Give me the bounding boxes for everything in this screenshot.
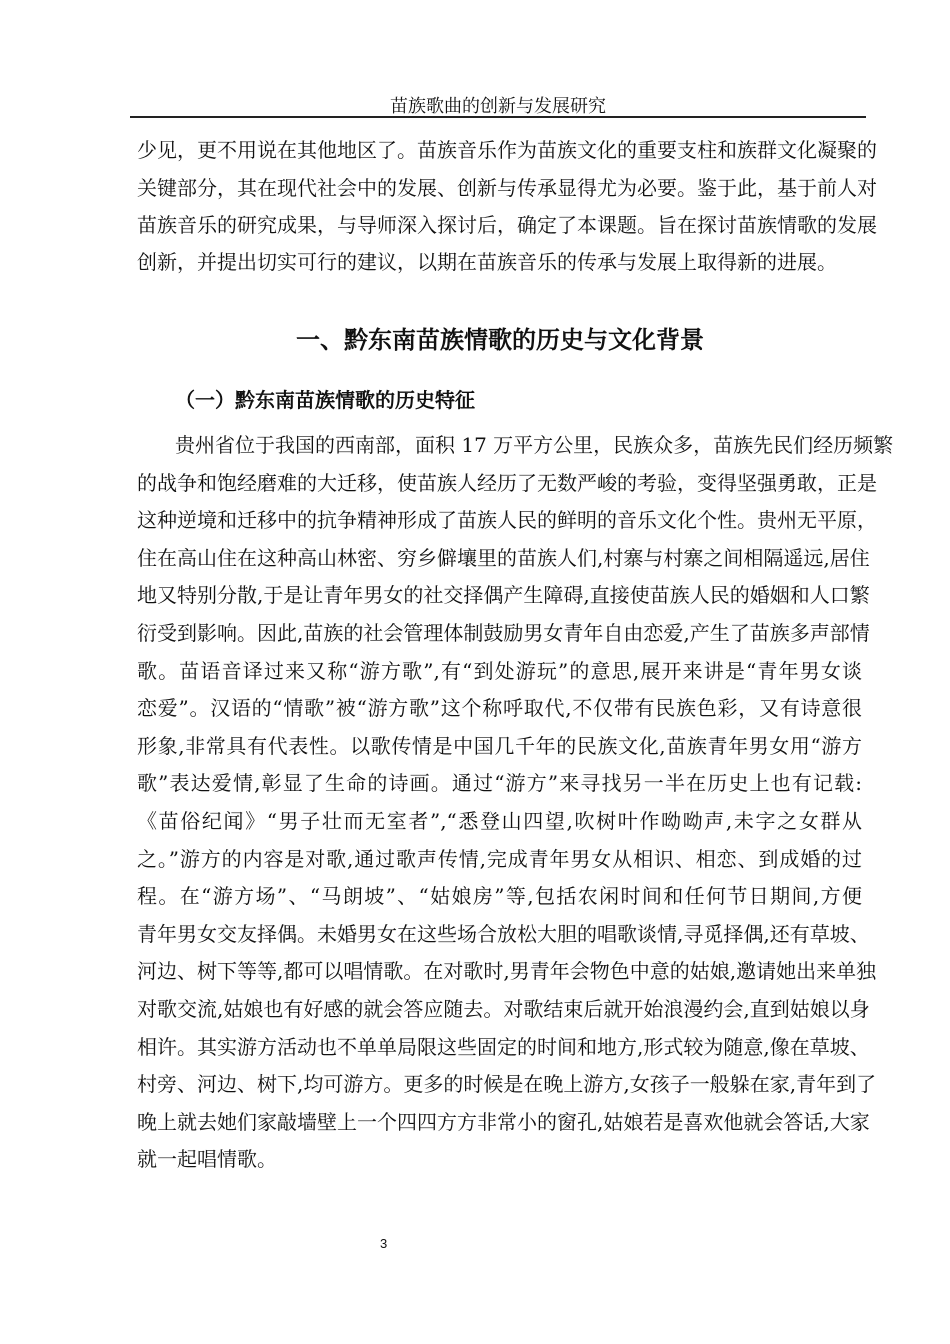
text-line: 晚上就去她们家敲墙壁上一个四四方方非常小的窗孔,姑娘若是喜欢他就会答话,大家 — [137, 1109, 870, 1134]
text-line: 这种逆境和迁移中的抗争精神形成了苗族人民的鲜明的音乐文化个性。贵州无平原， — [137, 508, 877, 533]
text-line: 形象,非常具有代表性。以歌传情是中国几千年的民族文化,苗族青年男女用“游方 — [137, 733, 862, 758]
text-line: 河边、树下等等,都可以唱情歌。在对歌时,男青年会物色中意的姑娘,邀请她出来单独 — [137, 959, 877, 984]
subsection-heading: （一）黔东南苗族情歌的历史特征 — [175, 388, 475, 412]
text-line: 少见，更不用说在其他地区了。苗族音乐作为苗族文化的重要支柱和族群文化凝聚的 — [137, 138, 877, 162]
text-line: 青年男女交友择偶。未婚男女在这些场合放松大胆的唱歌谈情,寻觅择偶,还有草坡、 — [137, 921, 870, 946]
text-line: 相许。其实游方活动也不单单局限这些固定的时间和地方,形式较为随意,像在草坡、 — [137, 1034, 870, 1059]
text-line: 就一起唱情歌。 — [137, 1147, 277, 1172]
text-line: 创新，并提出切实可行的建议，以期在苗族音乐的传承与发展上取得新的进展。 — [137, 250, 837, 274]
text-line: 歌。苗语音译过来又称“游方歌”,有“到处游玩”的意思,展开来讲是“青年男女谈 — [137, 658, 862, 683]
text-line: 恋爱”。汉语的“情歌”被“游方歌”这个称呼取代,不仅带有民族色彩，又有诗意很 — [137, 696, 862, 721]
text-line: 村旁、河边、树下,均可游方。更多的时候是在晚上游方,女孩子一般躲在家,青年到了 — [137, 1072, 877, 1097]
text-line: 地又特别分散,于是让青年男女的社交择偶产生障碍,直接使苗族人民的婚姻和人口繁 — [137, 583, 870, 608]
text-line: 歌”表达爱情,彰显了生命的诗画。通过“游方”来寻找另一半在历史上也有记载: — [137, 771, 862, 796]
page-header-title: 苗族歌曲的创新与发展研究 — [390, 96, 606, 117]
text-line: 关键部分，其在现代社会中的发展、创新与传承显得尤为必要。鉴于此，基于前人对 — [137, 176, 877, 200]
text-line: 之。”游方的内容是对歌,通过歌声传情,完成青年男女从相识、相恋、到成婚的过 — [137, 846, 862, 871]
text-line: 苗族音乐的研究成果，与导师深入探讨后，确定了本课题。旨在探讨苗族情歌的发展 — [137, 213, 877, 237]
text-line: 贵州省位于我国的西南部，面积 17 万平方公里，民族众多，苗族先民们经历频繁 — [175, 433, 894, 457]
text-line: 衍受到影响。因此,苗族的社会管理体制鼓励男女青年自由恋爱,产生了苗族多声部情 — [137, 621, 870, 645]
text-line: 的战争和饱经磨难的大迁移，使苗族人经历了无数严峻的考验，变得坚强勇敢，正是 — [137, 470, 877, 495]
section-heading: 一、黔东南苗族情歌的历史与文化背景 — [296, 326, 704, 354]
page-number: 3 — [380, 1236, 388, 1251]
text-line: 对歌交流,姑娘也有好感的就会答应随去。对歌结束后就开始浪漫约会,直到姑娘以身 — [137, 997, 870, 1021]
text-line: 程。在“游方场”、“马朗坡”、“姑娘房”等,包括农闲时间和任何节日期间,方便 — [137, 884, 862, 909]
text-line: 住在高山住在这种高山林密、穷乡僻壤里的苗族人们,村寨与村寨之间相隔遥远,居住 — [137, 545, 870, 570]
header-rule — [130, 116, 866, 118]
text-line: 《苗俗纪闻》“男子壮而无室者”,“悉登山四望,吹树叶作呦呦声,未字之女群从 — [137, 809, 862, 833]
